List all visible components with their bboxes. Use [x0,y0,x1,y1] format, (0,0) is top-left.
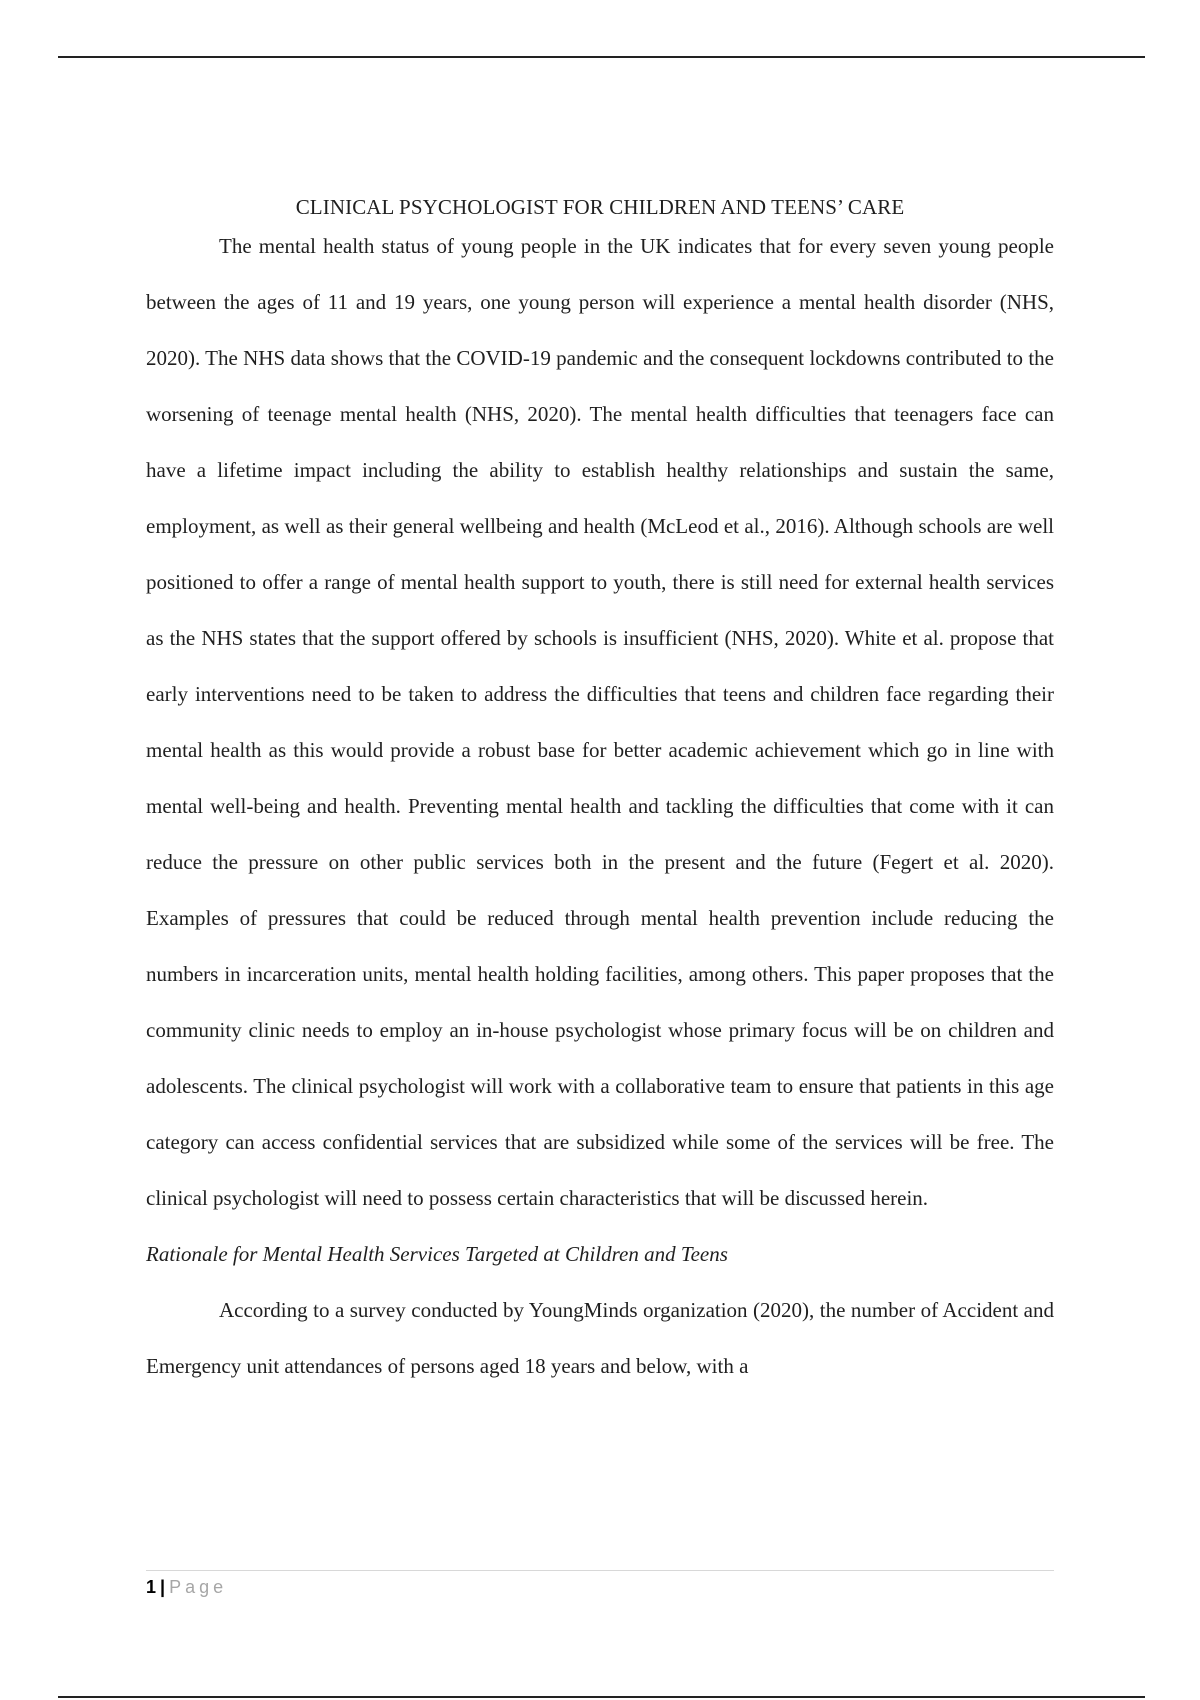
footer-rule [146,1570,1054,1571]
intro-paragraph: The mental health status of young people in the UK indicates that for every seven young people between the ages of 11 and 19 years, one young person will experience a mental health disorder (NHS, 2020). The NHS data shows that the COVID-19 pandemic and the consequent lockdowns contributed to the worsening of teenage mental health (NHS, 2020). The mental health difficulties that teenagers face can have a lifetime impact including the ability to establish healthy relationships and sustain the same, employment, as well as their general wellbeing and health (McLeod et al., 2016). Although schools are well positioned to offer a range of mental health support to youth, there is still need for external health services as the NHS states that the support offered by schools is insufficient (NHS, 2020). White et al. propose that early interventions need to be taken to address the difficulties that teens and children face regarding their mental health as this would provide a robust base for better academic achievement which go in line with mental well-being and health. Preventing mental health and tackling the difficulties that come with it can reduce the pressure on other public services both in the present and the future (Fegert et al. 2020). Examples of pressures that could be reduced through mental health prevention include reducing the numbers in incarceration units, mental health holding facilities, among others. This paper proposes that the community clinic needs to employ an in-house psychologist whose primary focus will be on children and adolescents. The clinical psychologist will work with a collaborative team to ensure that patients in this age category can access confidential services that are subsidized while some of the services will be free. The clinical psychologist will need to possess certain characteristics that will be discussed herein. [146,234,1054,1210]
page-label: Page [169,1577,228,1597]
header-rule [58,56,1145,58]
document-title: CLINICAL PSYCHOLOGIST FOR CHILDREN AND TEENS’ CARE [295,195,905,219]
footer-text [146,1575,1054,1599]
page-footer [146,1570,1054,1599]
page-separator: | [160,1577,166,1597]
section-heading: Rationale for Mental Health Services Targeted at Children and Teens [146,1242,728,1266]
section-paragraph: According to a survey conducted by YoungMinds organization (2020), the number of Accident and Emergency unit attendances of persons aged 18 years and below, with a [146,1298,1054,1378]
page-body [146,190,1054,1394]
page-number: 1 [146,1577,157,1597]
bottom-rule [58,1696,1145,1698]
